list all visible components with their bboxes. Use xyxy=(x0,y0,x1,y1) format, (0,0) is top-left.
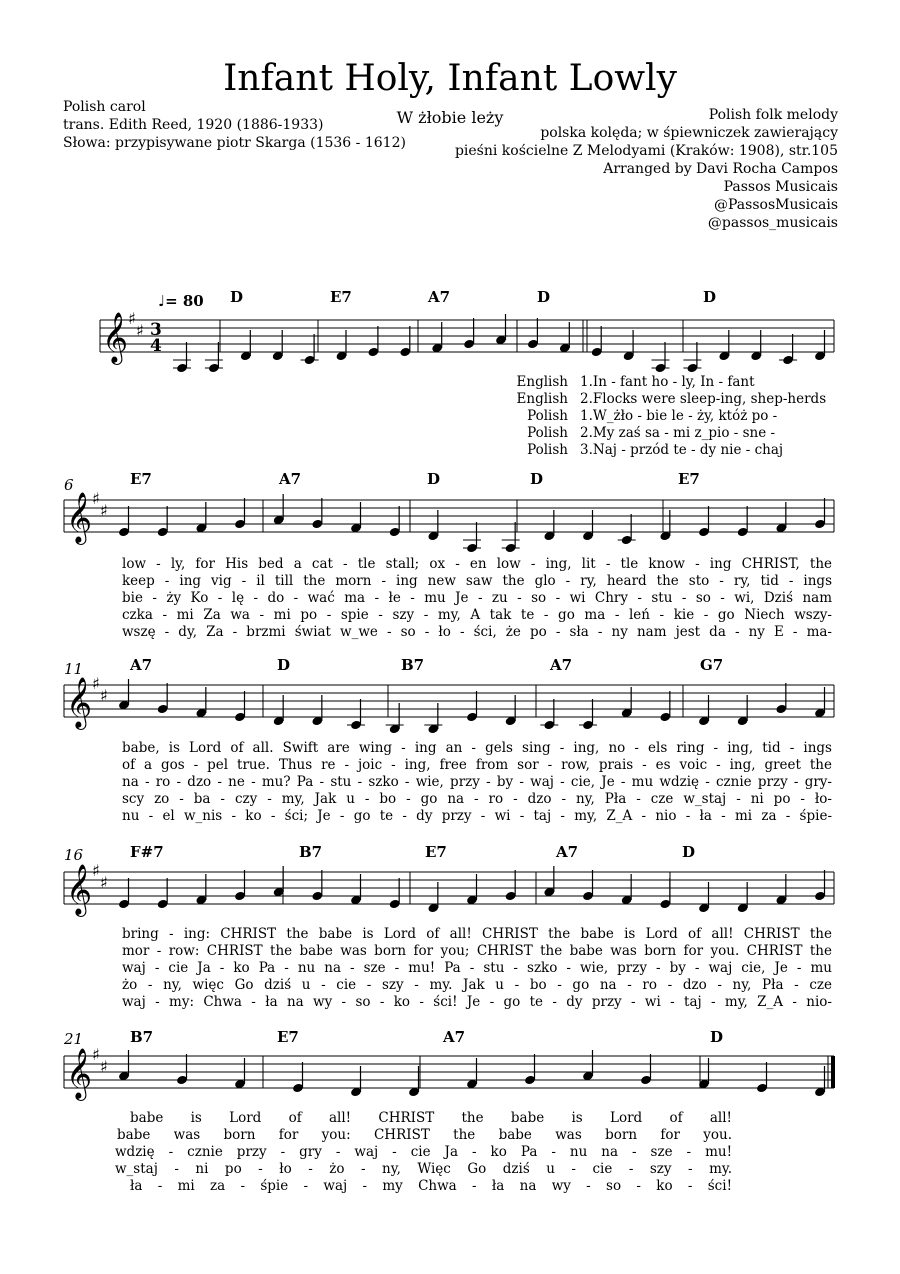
verse-label: English xyxy=(516,374,568,390)
credit-right-line: Polish folk melody xyxy=(708,107,838,123)
chord-symbol: D xyxy=(682,843,696,861)
page-title: Infant Holy, Infant Lowly xyxy=(223,58,677,99)
lyric-line: 1.In - fant ho - ly, In - fant xyxy=(580,374,755,390)
chord-symbol: D xyxy=(530,470,544,488)
sharp-icon: ♯ xyxy=(92,1045,100,1064)
verse-label: Polish xyxy=(527,442,568,458)
lyric-line: babe was born for you: CHRIST the babe was born for you. xyxy=(117,1127,732,1143)
sharp-icon: ♯ xyxy=(100,501,108,520)
lyric-line: w_staj - ni po - ło - żo - ny, Więc Go dziś u - cie - szy - my. xyxy=(115,1161,732,1177)
verse-label: Polish xyxy=(527,408,568,424)
time-signature-bottom: 4 xyxy=(150,336,162,356)
treble-clef-icon: 𝄞 xyxy=(102,312,129,363)
credit-right-line: @passos_musicais xyxy=(707,215,838,231)
measure-number: 16 xyxy=(64,846,84,864)
chord-symbol: E7 xyxy=(277,1028,299,1046)
sharp-icon: ♯ xyxy=(92,674,100,693)
chord-symbol: E7 xyxy=(678,470,700,488)
lyric-line: 3.Naj - przód te - dy nie - chaj xyxy=(580,442,784,458)
lyric-line: 2.Flocks were sleep-ing, shep-herds xyxy=(580,391,827,407)
credit-left-line: Polish carol xyxy=(63,99,146,115)
treble-clef-icon: 𝄞 xyxy=(66,492,93,543)
credit-left-line: trans. Edith Reed, 1920 (1886-1933) xyxy=(63,117,324,133)
sharp-icon: ♯ xyxy=(100,873,108,892)
lyric-line: bring - ing: CHRIST the babe is Lord of all! CHRIST the babe is Lord of all! CHRIST the xyxy=(122,926,832,942)
quarter-note-icon: ♩ xyxy=(158,292,166,310)
lyric-line: żo - ny, więc Go dziś u - cie - szy - my. Jak u - bo - go na - ro - dzo - ny, Pła - cze xyxy=(122,977,832,993)
treble-clef-icon: 𝄞 xyxy=(66,1048,93,1099)
final-barline xyxy=(831,1056,835,1088)
lyric-line: waj - cie Ja - ko Pa - nu na - sze - mu! Pa - stu - szko - wie, przy - by - waj cie, Je - mu xyxy=(122,960,832,976)
lyric-line: babe is Lord of all! CHRIST the babe is Lord of all! xyxy=(130,1110,732,1126)
chord-symbol: D xyxy=(230,288,244,306)
credit-right-line: pieśni kościelne Z Melodyami (Kraków: 1908), str.105 xyxy=(454,143,838,159)
sharp-icon: ♯ xyxy=(100,1057,108,1076)
lyric-line: nu - el w_nis - ko - ści; Je - go te - dy przy - wi - taj - my, Z_A - nio - ła - mi za - śpie- xyxy=(122,808,832,824)
lyric-line: na - ro - dzo - ne - mu? Pa - stu - szko - wie, przy - by - waj - cie, Je - mu wdzię - cznie przy - gry- xyxy=(122,774,832,790)
chord-symbol: F#7 xyxy=(130,843,164,861)
chord-symbol: B7 xyxy=(401,656,425,674)
chord-symbol: A7 xyxy=(130,656,153,674)
lyric-line: wdzię - cznie przy - gry - waj - cie Ja - ko Pa - nu na - sze - mu! xyxy=(115,1144,732,1160)
lyric-line: scy zo - ba - czy - my, Jak u - bo - go na - ro - dzo - ny, Pła - cze w_staj - ni po - ło- xyxy=(122,791,832,807)
chord-symbol: E7 xyxy=(330,288,352,306)
credit-left-line: Słowa: przypisywane piotr Skarga (1536 - 1612) xyxy=(63,135,406,151)
chord-symbol: D xyxy=(710,1028,724,1046)
chord-symbol: A7 xyxy=(428,288,451,306)
lyric-line: low - ly, for His bed a cat - tle stall; ox - en low - ing, lit - tle know - ing CHRIST, the xyxy=(122,556,832,572)
measure-number: 6 xyxy=(64,476,74,494)
lyric-line: czka - mi Za wa - mi po - spie - szy - my, A tak te - go ma - leń - kie - go Niech wszy- xyxy=(122,607,832,623)
chord-symbol: A7 xyxy=(556,843,579,861)
chord-symbol: B7 xyxy=(130,1028,154,1046)
credit-right-line: Passos Musicais xyxy=(723,179,838,195)
sharp-icon: ♯ xyxy=(92,861,100,880)
lyric-line: keep - ing vig - il till the morn - ing new saw the glo - ry, heard the sto - ry, tid - ings xyxy=(122,573,832,589)
chord-symbol: D xyxy=(427,470,441,488)
verse-label: English xyxy=(516,391,568,407)
credit-right-line: @PassosMusicais xyxy=(714,197,838,213)
lyric-line: ła - mi za - śpie - waj - my Chwa - ła na wy - so - ko - ści! xyxy=(130,1178,732,1194)
time-signature-top: 3 xyxy=(150,320,162,340)
treble-clef-icon: 𝄞 xyxy=(66,864,93,915)
chord-symbol: A7 xyxy=(550,656,573,674)
chord-symbol: D xyxy=(277,656,291,674)
verse-label: Polish xyxy=(527,425,568,441)
chord-symbol: E7 xyxy=(425,843,447,861)
lyric-line: of a gos - pel true. Thus re - joic - ing, free from sor - row, prais - es voic - ing, greet the xyxy=(122,757,832,773)
measure-number: 11 xyxy=(64,660,84,678)
lyric-line: mor - row: CHRIST the babe was born for you; CHRIST the babe was born for you. CHRIST the xyxy=(122,943,832,959)
chord-symbol: B7 xyxy=(299,843,323,861)
sharp-icon: ♯ xyxy=(100,686,108,705)
chord-symbol: A7 xyxy=(279,470,302,488)
treble-clef-icon: 𝄞 xyxy=(66,677,93,728)
sharp-icon: ♯ xyxy=(136,321,144,340)
credit-right-line: polska kolęda; w śpiewniczek zawierający xyxy=(540,125,838,141)
lyric-line: babe, is Lord of all. Swift are wing - ing an - gels sing - ing, no - els ring - ing, tid - ings xyxy=(122,740,832,756)
lyric-line: wszę - dy, Za - brzmi świat w_we - so - ło - ści, że po - sła - ny nam jest da - ny E - ma- xyxy=(122,624,832,640)
sharp-icon: ♯ xyxy=(128,309,136,328)
credit-right-line: Arranged by Davi Rocha Campos xyxy=(603,161,838,177)
chord-symbol: E7 xyxy=(130,470,152,488)
lyric-line: 1.W_żło - bie le - ży, któż po - xyxy=(580,408,778,424)
lyric-line: waj - my: Chwa - ła na wy - so - ko - ści! Je - go te - dy przy - wi - taj - my, Z_A - nio- xyxy=(122,994,832,1010)
lyric-line: 2.My zaś sa - mi z_pio - sne - xyxy=(580,425,776,441)
sharp-icon: ♯ xyxy=(92,489,100,508)
lyric-line: bie - ży Ko - lę - do - wać ma - łe - mu Je - zu - so - wi Chry - stu - so - wi, Dziś nam xyxy=(122,590,832,606)
chord-symbol: D xyxy=(537,288,551,306)
measure-number: 21 xyxy=(64,1030,84,1048)
page-subtitle: W żłobie leży xyxy=(396,108,504,127)
chord-symbol: D xyxy=(703,288,717,306)
chord-symbol: G7 xyxy=(700,656,724,674)
chord-symbol: A7 xyxy=(443,1028,466,1046)
tempo-value: = 80 xyxy=(165,292,204,310)
